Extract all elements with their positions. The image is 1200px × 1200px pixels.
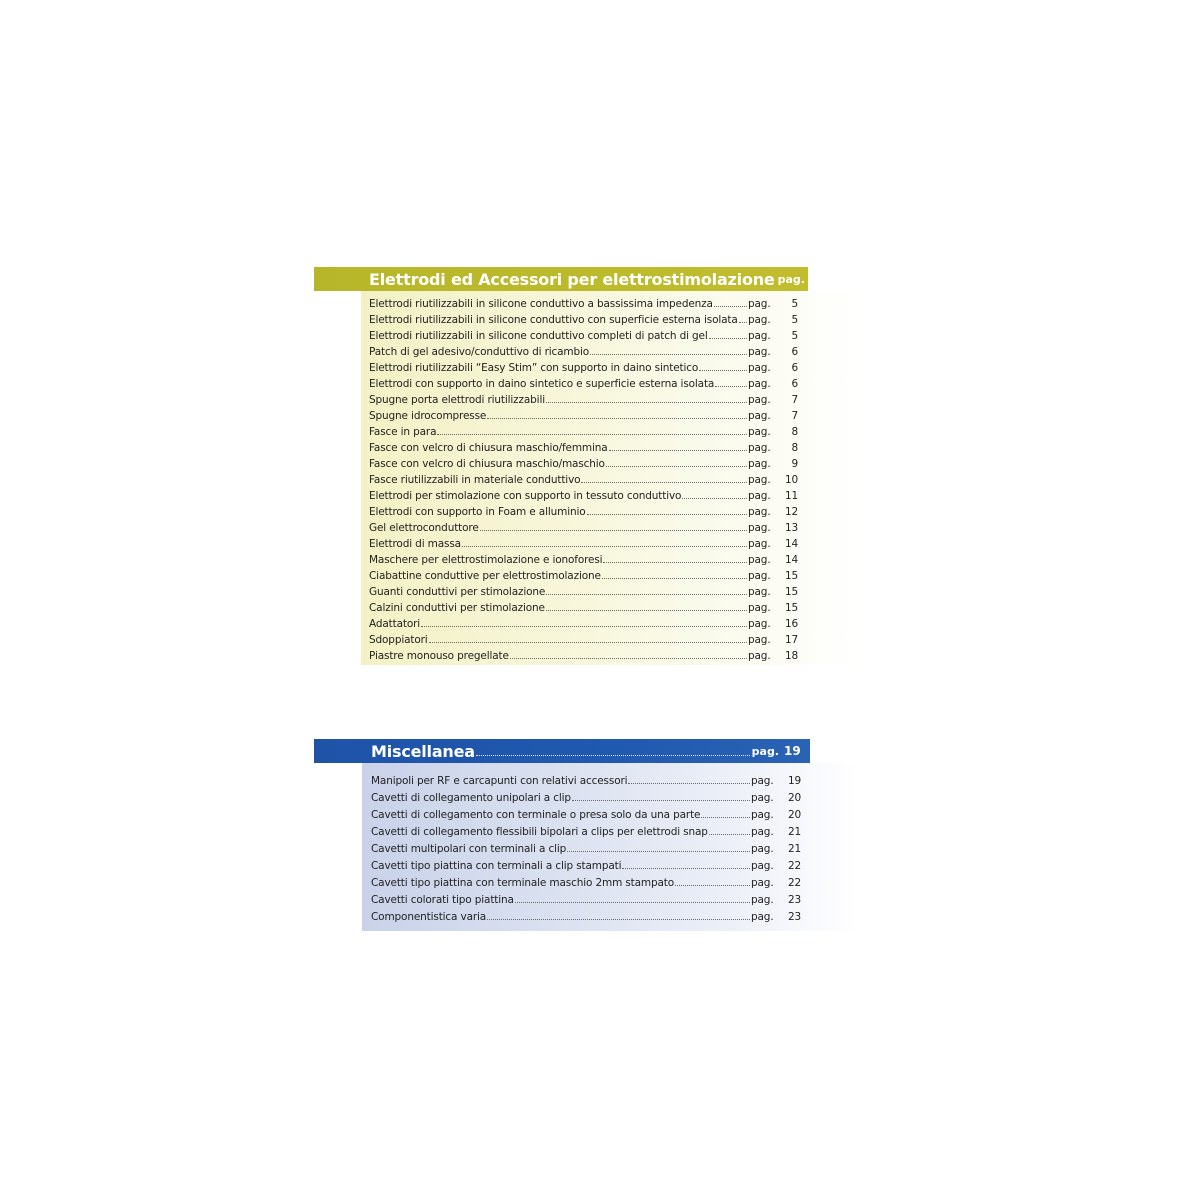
toc-entry [369,582,798,598]
entry-page-number: 15 [784,602,798,614]
entry-pag-label: pag. [748,362,771,374]
entry-title: Cavetti di collegamento unipolari a clip [371,792,571,804]
leader-dots [546,402,747,403]
toc-entry [371,855,801,872]
leader-dots [701,817,750,818]
entry-pag-label: pag. [748,634,771,646]
entry-title: Fasce con velcro di chiusura maschio/maschio [369,458,605,470]
entry-page-number: 5 [791,330,798,342]
entry-page-number: 17 [784,634,798,646]
leader-dots [581,482,747,483]
leader-dots [628,783,750,784]
entry-title: Spugne idrocompresse [369,410,487,422]
leader-dots [602,578,747,579]
entry-page-number: 21 [787,843,801,855]
toc-entry [371,770,801,787]
entry-title: Elettrodi riutilizzabili in silicone conduttivo con superficie esterna isolata [369,314,738,326]
entry-pag-label: pag. [748,394,771,406]
entry-page-number: 7 [791,394,798,406]
entry-page-number: 12 [784,506,798,518]
leader-dots [587,514,747,515]
toc-entry [369,374,798,390]
entry-pag-label: pag. [748,314,771,326]
entry-title: Gel elettroconduttore [369,522,479,534]
toc-entry [369,630,798,646]
entry-pag-label: pag. [751,843,774,855]
entry-title: Elettrodi con supporto in daino sintetico e superficie esterna isolata [369,378,715,390]
toc-entry [369,454,798,470]
entry-title: Fasce in para [369,426,437,438]
toc-entry [369,518,798,534]
leader-dots [487,418,747,419]
toc-section-miscellanea [314,739,858,931]
entry-pag-label: pag. [751,809,774,821]
toc-entry [369,310,798,326]
entry-pag-label: pag. [748,330,771,342]
leader-dots [476,755,750,756]
entry-pag-label: pag. [751,911,774,923]
entry-title: Spugne porta elettrodi riutilizzabili [369,394,545,406]
toc-entry [371,872,801,889]
entry-page-number: 16 [784,618,798,630]
entry-page-number: 14 [784,554,798,566]
leader-dots [622,868,750,869]
leader-dots [739,322,747,323]
entry-page-number: 14 [784,538,798,550]
entry-title: Ciabattine conduttive per elettrostimolazione [369,570,601,582]
entry-page-number: 23 [787,911,801,923]
entry-page-number: 8 [791,442,798,454]
leader-dots [487,919,750,920]
toc-entry [371,821,801,838]
leader-dots [437,434,747,435]
entry-page-number: 6 [791,346,798,358]
entry-page-number: 19 [787,775,801,787]
toc-entry [369,438,798,454]
entry-title: Elettrodi riutilizzabili in silicone conduttivo a bassissima impedenza [369,298,713,310]
entry-pag-label: pag. [751,877,774,889]
entry-pag-label: pag. [751,860,774,872]
section-page-number: 19 [784,744,801,758]
entry-pag-label: pag. [751,775,774,787]
entry-pag-label: pag. [748,618,771,630]
leader-dots [675,885,750,886]
toc-entry [369,486,798,502]
toc-section-electrodes [314,267,859,665]
entry-pag-label: pag. [748,426,771,438]
entry-pag-label: pag. [748,458,771,470]
entry-pag-label: pag. [751,792,774,804]
entry-title: Manipoli per RF e carcapunti con relativi accessori [371,775,628,787]
entry-page-number: 5 [791,298,798,310]
leader-dots [682,498,747,499]
entry-title: Calzini conduttivi per stimolazione [369,602,545,614]
toc-entry [371,906,801,923]
entry-page-number: 11 [784,490,798,502]
entry-pag-label: pag. [751,826,774,838]
entry-title: Adattatori [369,618,421,630]
entry-title: Piastre monouso pregellate [369,650,509,662]
leader-dots [590,354,747,355]
entry-pag-label: pag. [748,602,771,614]
toc-entry [369,294,798,310]
entry-pag-label: pag. [748,570,771,582]
leader-dots [421,626,747,627]
leader-dots [709,338,747,339]
entry-pag-label: pag. [748,538,771,550]
entry-title: Fasce con velcro di chiusura maschio/femmina [369,442,608,454]
section-pag-label: pag. [777,272,805,286]
leader-dots [546,594,747,595]
leader-dots [462,546,747,547]
entry-title: Componentistica varia [371,911,487,923]
entry-title: Elettrodi riutilizzabili “Easy Stim” con supporto in daino sintetico [369,362,699,374]
toc-entry [369,390,798,406]
toc-entry [369,502,798,518]
leader-dots [699,370,747,371]
entry-title: Elettrodi per stimolazione con supporto in tessuto conduttivo [369,490,682,502]
toc-entry [369,326,798,342]
entry-page-number: 5 [791,314,798,326]
entry-page-number: 15 [784,586,798,598]
toc-entry [369,598,798,614]
section-entries [362,763,858,931]
section-title: Elettrodi ed Accessori per elettrostimolazione [369,269,775,289]
entry-pag-label: pag. [748,378,771,390]
entry-pag-label: pag. [748,650,771,662]
leader-dots [572,800,750,801]
section-header [314,739,810,763]
section-title: Miscellanea [371,741,475,761]
entry-pag-label: pag. [748,554,771,566]
entry-pag-label: pag. [748,506,771,518]
leader-dots [603,562,747,563]
entry-title: Elettrodi di massa [369,538,461,550]
entry-page-number: 20 [787,792,801,804]
toc-entry [369,470,798,486]
entry-page-number: 13 [784,522,798,534]
entry-title: Patch di gel adesivo/conduttivo di ricambio [369,346,590,358]
leader-dots [715,386,747,387]
entry-page-number: 8 [791,426,798,438]
entry-pag-label: pag. [748,474,771,486]
entry-page-number: 22 [787,877,801,889]
entry-title: Fasce riutilizzabili in materiale conduttivo [369,474,581,486]
entry-pag-label: pag. [748,410,771,422]
toc-entry [369,566,798,582]
entry-title: Cavetti tipo piattina con terminali a clip stampati [371,860,622,872]
section-header [314,267,819,291]
toc-entry [369,614,798,630]
entry-page-number: 6 [791,378,798,390]
entry-title: Cavetti colorati tipo piattina [371,894,514,906]
entry-pag-label: pag. [748,490,771,502]
leader-dots [567,851,750,852]
entry-page-number: 9 [791,458,798,470]
toc-entry [369,406,798,422]
leader-dots [606,466,747,467]
entry-pag-label: pag. [748,586,771,598]
entry-page-number: 22 [787,860,801,872]
leader-dots [480,530,747,531]
toc-entry [369,646,798,662]
entry-title: Cavetti multipolari con terminali a clip [371,843,567,855]
entry-page-number: 6 [791,362,798,374]
section-entries [361,291,859,665]
section-page-number: 5 [809,272,819,286]
entry-title: Cavetti di collegamento con terminale o presa solo da una parte [371,809,701,821]
entry-pag-label: pag. [748,522,771,534]
leader-dots [515,902,750,903]
entry-page-number: 20 [787,809,801,821]
entry-title: Sdoppiatori [369,634,428,646]
toc-entry [369,342,798,358]
entry-pag-label: pag. [748,298,771,310]
toc-entry [371,838,801,855]
entry-page-number: 18 [784,650,798,662]
entry-pag-label: pag. [751,894,774,906]
section-pag-label: pag. [751,744,779,758]
leader-dots [510,658,747,659]
toc-entry [369,550,798,566]
leader-dots [709,834,750,835]
entry-title: Elettrodi con supporto in Foam e alluminio [369,506,586,518]
entry-page-number: 7 [791,410,798,422]
entry-title: Cavetti di collegamento flessibili bipolari a clips per elettrodi snap [371,826,708,838]
leader-dots [429,642,747,643]
entry-page-number: 10 [784,474,798,486]
entry-title: Cavetti tipo piattina con terminale maschio 2mm stampato [371,877,675,889]
toc-entry [369,534,798,550]
entry-page-number: 15 [784,570,798,582]
leader-dots [714,306,747,307]
toc-entry [369,422,798,438]
entry-pag-label: pag. [748,442,771,454]
toc-entry [371,787,801,804]
entry-page-number: 21 [787,826,801,838]
entry-title: Maschere per elettrostimolazione e ionoforesi [369,554,603,566]
entry-pag-label: pag. [748,346,771,358]
entry-title: Guanti conduttivi per stimolazione [369,586,546,598]
entry-page-number: 23 [787,894,801,906]
leader-dots [546,610,747,611]
toc-entry [369,358,798,374]
leader-dots [609,450,747,451]
entry-title: Elettrodi riutilizzabili in silicone conduttivo completi di patch di gel [369,330,708,342]
toc-entry [371,889,801,906]
toc-entry [371,804,801,821]
